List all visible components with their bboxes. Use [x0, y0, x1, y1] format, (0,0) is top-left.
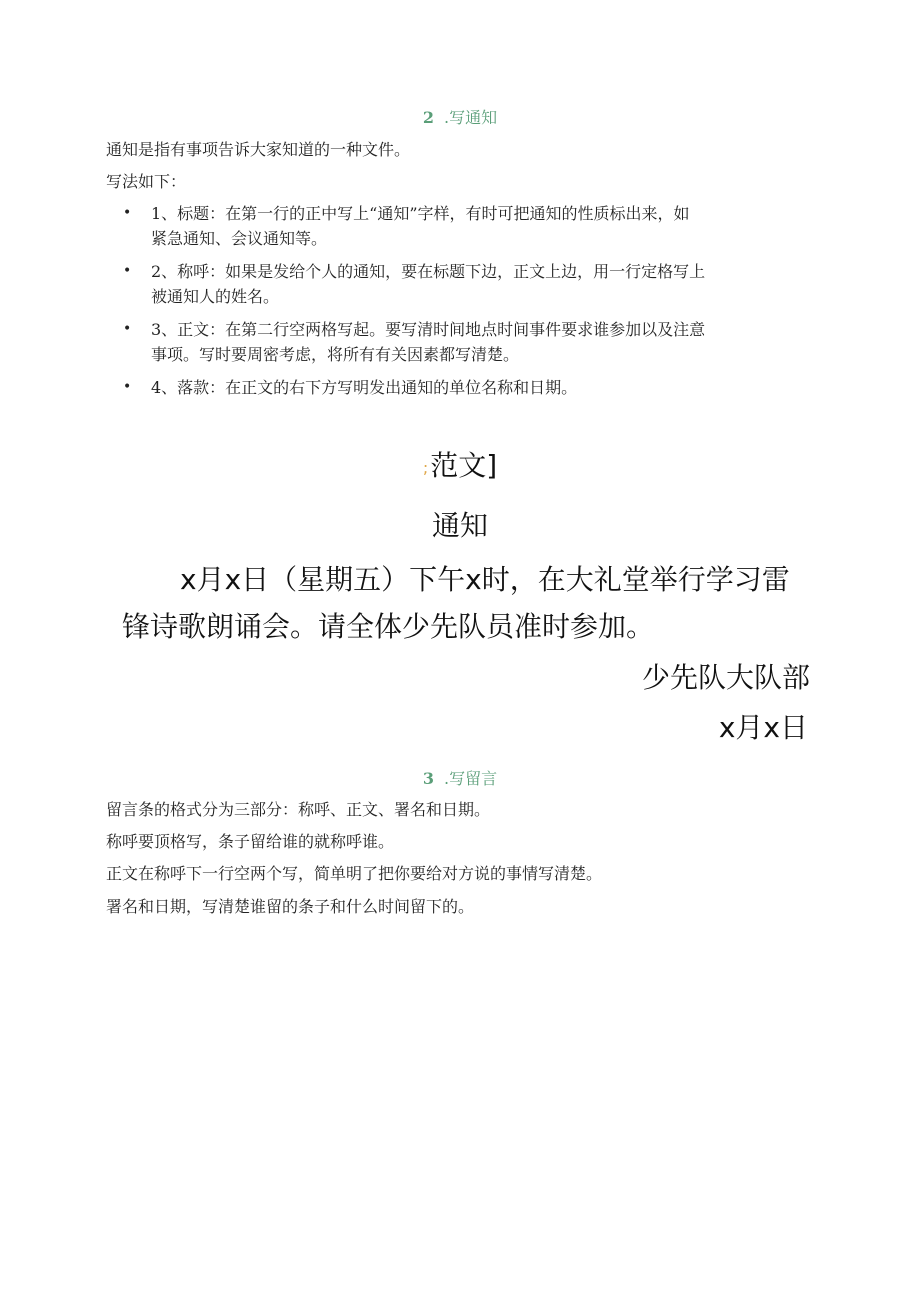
section-2-heading — [0, 105, 920, 128]
list-item — [106, 259, 806, 309]
list-item-line: 3、正文：在第二行空两格写起。要写清时间地点时间事件要求谁参加以及注意 — [151, 320, 706, 339]
section-3-line: 署名和日期，写清楚谁留的条子和什么时间留下的。 — [106, 897, 475, 916]
list-item — [106, 375, 806, 400]
format-list — [106, 201, 806, 408]
section-3-line: 留言条的格式分为三部分：称呼、正文、署名和日期。 — [106, 800, 491, 819]
bullet-icon: • — [123, 379, 132, 395]
section-2-title: .写通知 — [444, 108, 498, 127]
bullet-icon: • — [123, 263, 132, 279]
bullet-icon: • — [123, 205, 132, 221]
section-3-line: 正文在称呼下一行空两个写，简单明了把你要给对方说的事情写清楚。 — [106, 864, 603, 883]
section-3-heading — [0, 766, 920, 789]
section-3-line: 称呼要顶格写，条子留给谁的就称呼谁。 — [106, 832, 395, 851]
list-item — [106, 317, 806, 367]
section-3-number: 3 — [422, 769, 435, 788]
list-item-line: 紧急通知、会议通知等。 — [151, 229, 328, 248]
section-2-howto: 写法如下： — [106, 172, 187, 191]
list-item-line: 1、标题：在第一行的正中写上“通知”字样，有时可把通知的性质标出来，如 — [151, 204, 690, 223]
sample-heading — [0, 444, 920, 484]
section-3-title: .写留言 — [444, 769, 498, 788]
list-item-line: 2、称呼：如果是发给个人的通知，要在标题下边，正文上边，用一行定格写上 — [151, 262, 706, 281]
list-item-line: 事项。写时要周密考虑，将所有有关因素都写清楚。 — [151, 345, 520, 364]
list-item — [106, 201, 806, 251]
notice-body-line: x月x日（星期五）下午x时，在大礼堂举行学习雷 — [180, 563, 790, 596]
section-2-intro: 通知是指有事项告诉大家知道的一种文件。 — [106, 140, 411, 159]
section-2-number: 2 — [422, 108, 435, 127]
notice-title: 通知 — [431, 509, 488, 542]
sample-open-mark: ; — [422, 457, 429, 477]
bullet-icon: • — [123, 321, 132, 337]
list-item-line: 4、落款：在正文的右下方写明发出通知的单位名称和日期。 — [151, 378, 578, 397]
sample-heading-text: 范文] — [430, 449, 498, 482]
notice-date: x月x日 — [718, 711, 808, 744]
notice-signer: 少先队大队部 — [641, 661, 810, 694]
list-item-line: 被通知人的姓名。 — [151, 287, 280, 306]
notice-body-line: 锋诗歌朗诵会。请全体少先队员准时参加。 — [122, 610, 655, 643]
